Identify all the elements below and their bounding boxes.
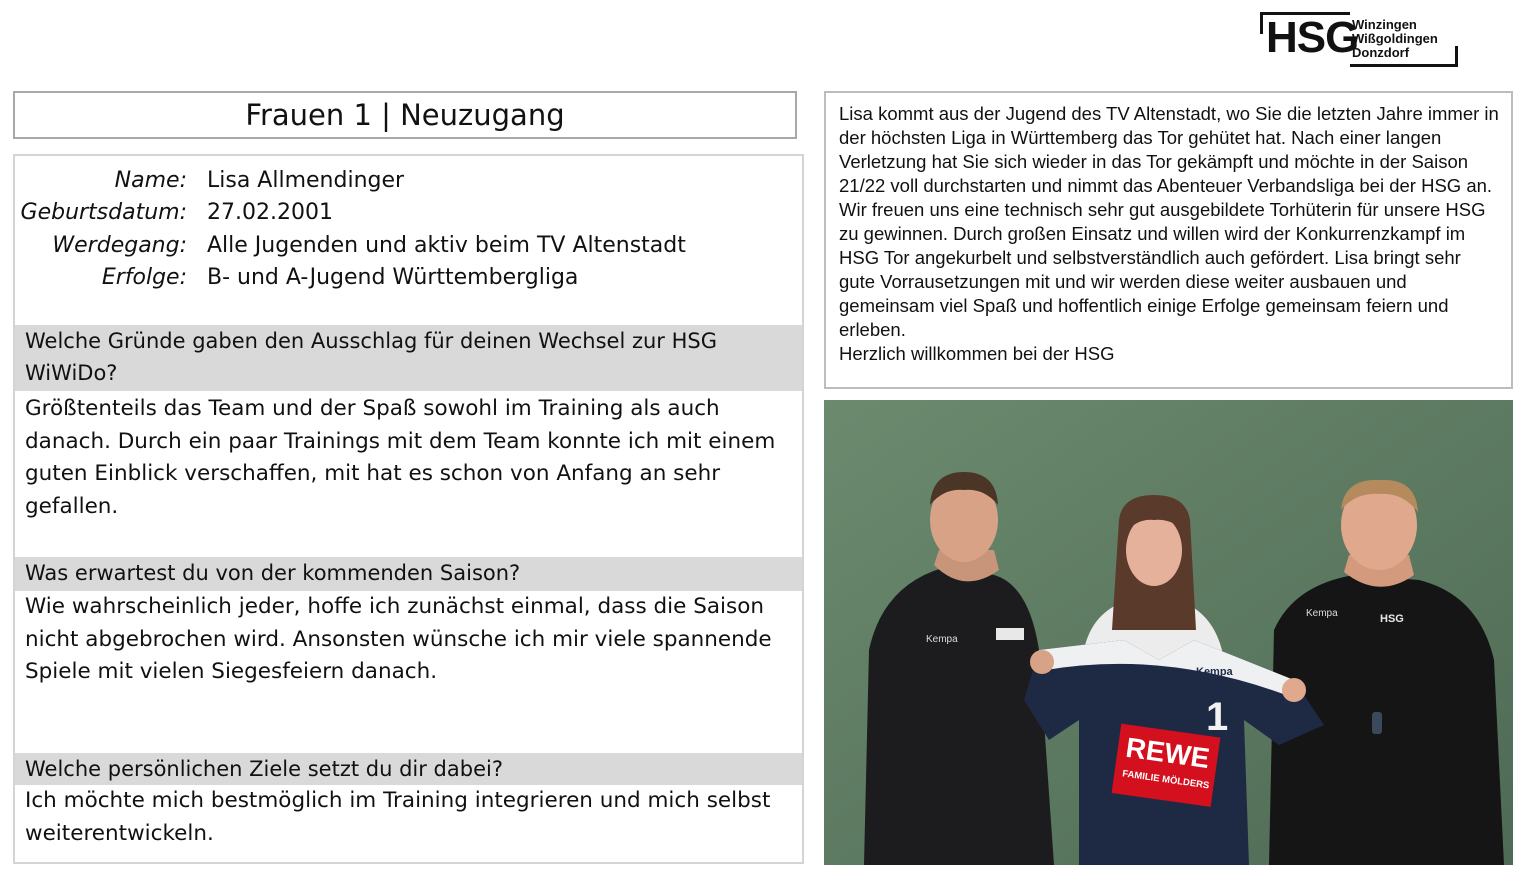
logo-mark: HSG [1266, 13, 1359, 62]
question-3: Welche persönlichen Ziele setzt du dir dabei? [15, 753, 802, 785]
interview-panel [13, 154, 804, 864]
svg-text:Kempa: Kempa [1306, 608, 1338, 619]
team-photo [824, 400, 1513, 865]
profile-value: Lisa Allmendinger [207, 167, 405, 193]
intro-paragraph: Lisa kommt aus der Jugend des TV Altenstadt, wo Sie die letzten Jahre immer in der höchsten Liga in Württemberg das Tor gehütet hat. Nach einer langen Verletzung hat Sie sich wieder in das Tor gekämpft und möchte in der Saison 21/22 voll durchstarten und nimmt das Abenteuer Verbandsliga bei der HSG an. Wir freuen uns eine technisch sehr gut ausgebildete Torhüterin für unsere HSG zu gewinnen. Durch großen Einsatz und willen wird der Konkurrenzkampf im HSG Tor angekurbelt und selbstverständlich auch gefördert. Lisa bringt sehr gute Vorrausetzungen mit und wir werden diese weiter ausbauen und gemeinsam viel Spaß und hoffentlich einige Erfolge gemeinsam feiern und erleben. [839, 103, 1499, 340]
club-logo [1260, 12, 1460, 68]
logo-club-names [1352, 18, 1438, 60]
answer-1: Größtenteils das Team und der Spaß sowohl im Training als auch danach. Durch ein paar Trainings mit dem Team konnte ich mit einem guten Einblick verschaffen, mit hat es schon von Anfang an sehr gefallen. [25, 396, 776, 519]
jersey-number: 1 [1206, 695, 1229, 739]
profile-value: 27.02.2001 [207, 200, 333, 226]
profile-row-birthdate [15, 197, 802, 230]
logo-line-1: Winzingen [1352, 17, 1417, 32]
answer-2: Wie wahrscheinlich jeder, hoffe ich zunächst einmal, dass die Saison nicht abgebrochen wird. Ansonsten wünsche ich mir viele spannende Spiele mit vielen Siegesfeiern danach. [25, 594, 772, 684]
profile-row-successes [15, 262, 802, 295]
intro-closing: Herzlich willkommen bei der HSG [839, 343, 1115, 364]
logo-line-3: Donzdorf [1352, 45, 1410, 60]
profile-label: Erfolge: [101, 265, 187, 291]
jersey-brand: Kempa [1196, 666, 1233, 678]
logo-frame-bottom [1350, 64, 1458, 67]
svg-text:Kempa: Kempa [926, 634, 958, 645]
profile-value: Alle Jugenden und aktiv beim TV Altenstadt [207, 232, 686, 258]
question-1: Welche Gründe gaben den Ausschlag für deinen Wechsel zur HSG WiWiDo? [15, 325, 802, 391]
sponsor-sub: FAMILIE MÖLDERS [1121, 768, 1210, 792]
sponsor-main: REWE [1123, 731, 1212, 775]
logo-line-2: Wißgoldingen [1352, 31, 1438, 46]
profile-value: B- und A-Jugend Württembergliga [207, 265, 579, 291]
profile-label: Geburtsdatum: [20, 200, 187, 226]
logo-frame-left [1260, 12, 1263, 34]
profile-row-name [15, 164, 802, 197]
svg-text:HSG: HSG [1380, 613, 1404, 625]
profile-info [15, 164, 802, 294]
profile-label: Name: [114, 167, 187, 193]
profile-row-career [15, 229, 802, 262]
profile-label: Werdegang: [52, 232, 187, 258]
answer-3: Ich möchte mich bestmöglich im Training integrieren und mich selbst weiterentwickeln. [25, 788, 771, 846]
intro-text-box [824, 91, 1513, 389]
question-2: Was erwartest du von der kommenden Saison? [15, 557, 802, 591]
page-title: Frauen 1 | Neuzugang [13, 91, 797, 139]
logo-frame-right [1455, 46, 1458, 67]
